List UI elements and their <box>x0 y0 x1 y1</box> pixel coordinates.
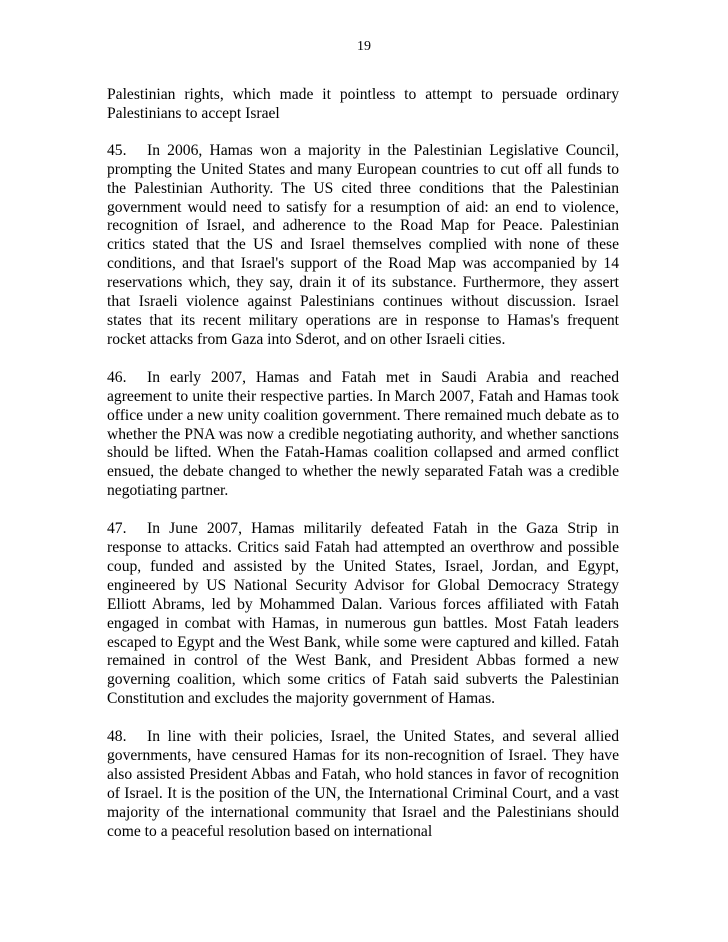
paragraph-number: 45. <box>107 141 127 159</box>
paragraph-number: 46. <box>107 368 127 386</box>
paragraph-text: In June 2007, Hamas militarily defeated Fatah in the Gaza Strip in response to attacks. Critics said Fatah had attempted an overthrow and possible coup, funded and assisted by the United States, Israel, Jordan, and Egypt, engineered by US National Security Advisor for Global Democracy Strategy Elliott Abrams, led by Mohammed Dalan. Various forces affiliated with Fatah engaged in combat with Hamas, in numerous gun battles. Most Fatah leaders escaped to Egypt and the West Bank, while some were captured and killed. Fatah remained in control of the West Bank, and President Abbas formed a new governing coalition, which some critics of Fatah said subverts the Palestinian Constitution and excludes the majority government of Hamas. <box>107 520 619 708</box>
paragraph-continuation <box>107 86 619 124</box>
paragraph-number: 48. <box>107 728 127 746</box>
paragraph-48 <box>107 728 619 841</box>
paragraph-45 <box>107 142 619 350</box>
paragraph-47 <box>107 520 619 709</box>
paragraph-text: In 2006, Hamas won a majority in the Palestinian Legislative Council, prompting the United States and many European countries to cut off all funds to the Palestinian Authority. The US cited three conditions that the Palestinian government would need to satisfy for a resumption of aid: an end to violence, recognition of Israel, and adherence to the Road Map for Peace. Palestinian critics stated that the US and Israel themselves complied with none of these conditions, and that Israel's support of the Road Map was accompanied by 14 reservations which, they say, drain it of its substance. Furthermore, they assert that Israeli violence against Palestinians continues without discussion. Israel states that its recent military operations are in response to Hamas's frequent rocket attacks from Gaza into Sderot, and on other Israeli cities. <box>107 141 619 348</box>
document-body <box>107 86 619 861</box>
paragraph-text: Palestinian rights, which made it pointless to attempt to persuade ordinary Palestinians to accept Israel <box>107 86 619 122</box>
paragraph-text: In line with their policies, Israel, the United States, and several allied governments, have censured Hamas for its non-recognition of Israel. They have also assisted President Abbas and Fatah, who hold stances in favor of recognition of Israel. It is the position of the UN, the International Criminal Court, and a vast majority of the international community that Israel and the Palestinians should come to a peaceful resolution based on international <box>107 728 619 840</box>
paragraph-number: 47. <box>107 520 127 538</box>
paragraph-text: In early 2007, Hamas and Fatah met in Saudi Arabia and reached agreement to unite their respective parties. In March 2007, Fatah and Hamas took office under a new unity coalition government. There remained much debate as to whether the PNA was now a credible negotiating authority, and whether sanctions should be lifted. When the Fatah-Hamas coalition collapsed and armed conflict ensued, the debate changed to whether the newly separated Fatah was a credible negotiating partner. <box>107 368 619 500</box>
page-number: 19 <box>357 39 371 54</box>
paragraph-46 <box>107 369 619 501</box>
